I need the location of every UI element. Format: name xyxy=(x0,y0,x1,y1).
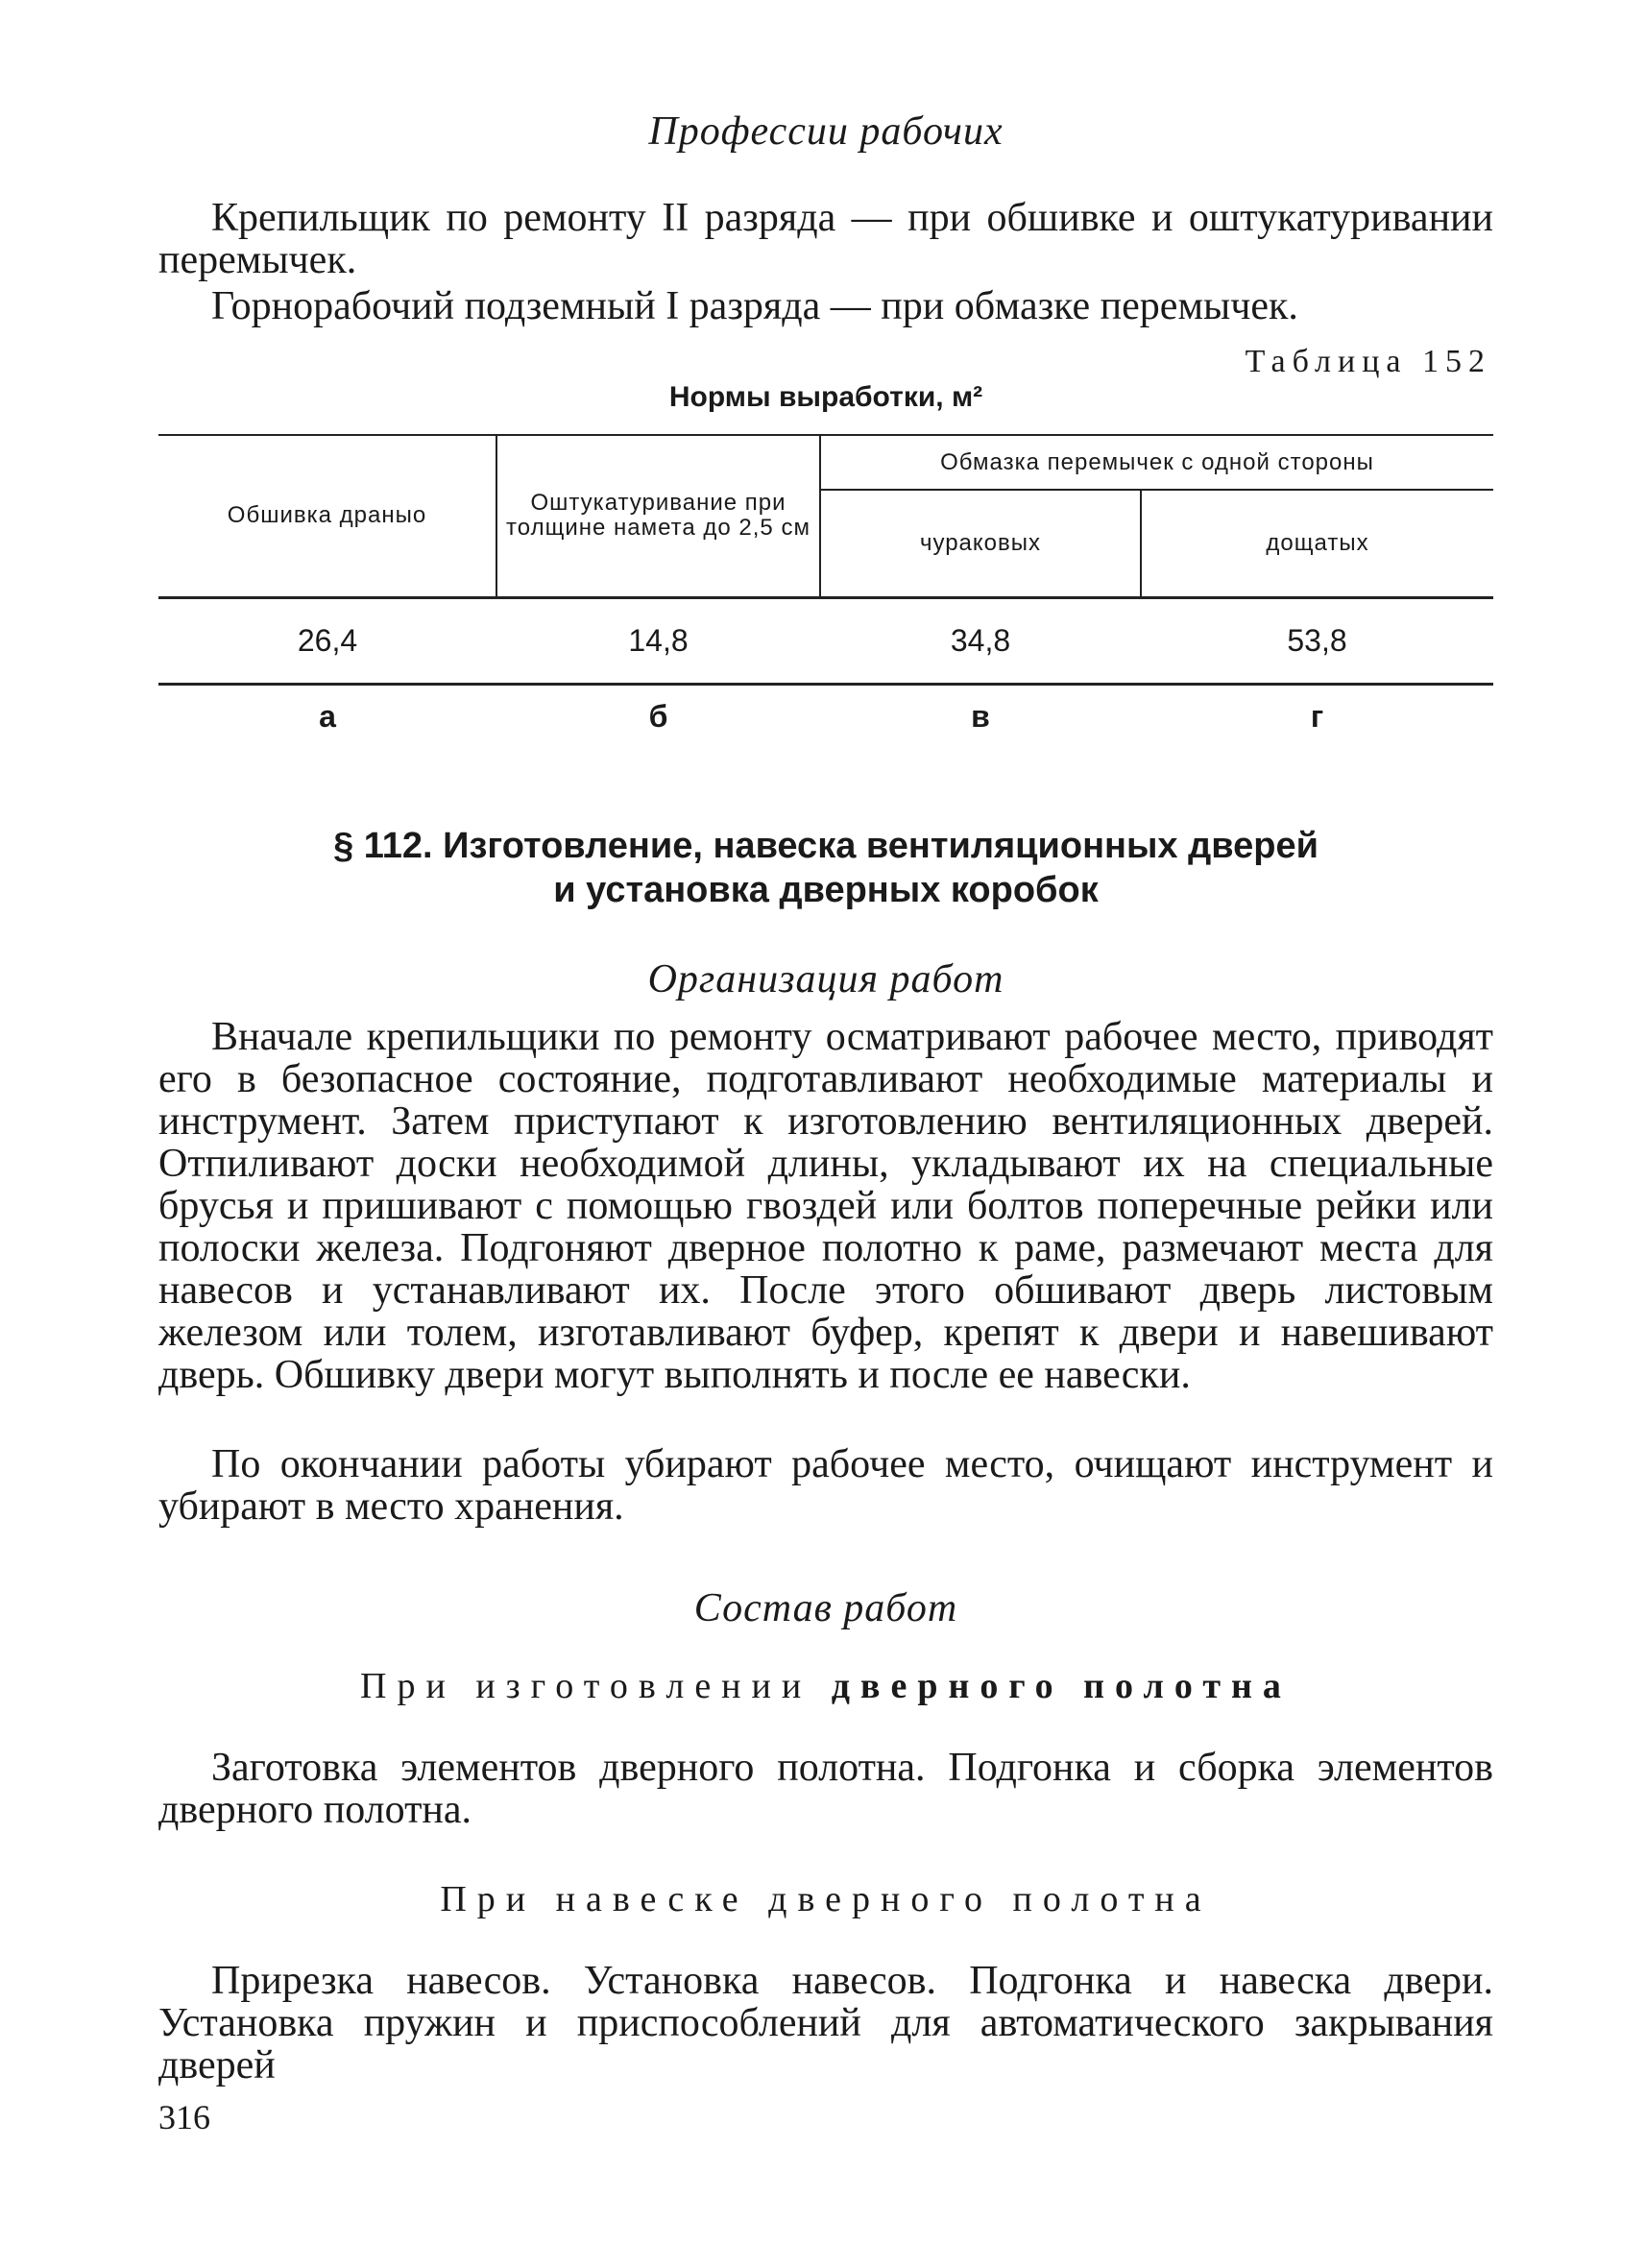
door-making-subheading-bold: дверного полотна xyxy=(831,1666,1292,1706)
value-cell: 14,8 xyxy=(628,622,689,658)
header-col2: Оштукатуривание при толщине намета до 2,5 см xyxy=(496,435,820,597)
door-hanging-text: Прирезка навесов. Установка навесов. Подгонка и навеска двери. Установка пружин и приспособлений для автоматического закрывания дверей xyxy=(158,1959,1493,2087)
page-number: 316 xyxy=(158,2098,210,2136)
letter-cell: г xyxy=(1310,699,1324,735)
door-making-text: Заготовка элементов дверного полотна. Подгонка и сборка элементов дверного полотна. xyxy=(158,1746,1493,1832)
header-col1: Обшивка драныо xyxy=(158,435,496,597)
composition-heading: Состав работ xyxy=(693,1586,958,1630)
door-hanging-subheading: При навеске дверного полотна xyxy=(440,1879,1212,1919)
letter-cell: в xyxy=(971,699,990,735)
table-caption: Таблица 152 xyxy=(1245,344,1491,379)
profession-line-1: Крепильщик по ремонту II разряда — при обшивке и оштукатуривании перемычек. xyxy=(158,196,1493,282)
table-title: Нормы выработки, м² xyxy=(668,381,983,413)
value-cell: 34,8 xyxy=(950,622,1011,658)
door-making-subheading-normal: При изготовлении xyxy=(360,1666,812,1706)
norms-table-wrap xyxy=(158,434,1493,749)
section-title-line-1: § 112. Изготовление, навеска вентиляционных дверей xyxy=(333,826,1318,866)
profession-line-2: Горнорабочий подземный I разряда — при обмазке перемычек. xyxy=(211,284,1298,328)
header-col3: чураковых xyxy=(820,490,1141,597)
value-cell: 53,8 xyxy=(1287,622,1347,658)
letter-cell: а xyxy=(319,699,336,735)
value-cell: 26,4 xyxy=(297,622,358,658)
organization-heading: Организация работ xyxy=(647,957,1004,1001)
organization-paragraph-1: Вначале крепильщики по ремонту осматривают рабочее место, приводят его в безопасное состояние, подготавливают необходимые материалы и инструмент. Затем приступают к изготовлению вентиляционных дверей. Отпиливают доски необходимой длины, укладывают их на специальные брусья и пришивают с помощью гвоздей или болтов поперечные рейки или полоски железа. Подгоняют дверное полотно к раме, размечают места для навесов и устанавливают их. После этого обшивают дверь листовым железом или толем, изготавливают буфер, крепят к двери и навешивают дверь. Обшивку двери могут выполнять и после ее навески. xyxy=(158,1015,1493,1397)
section-title-line-2: и установка дверных коробок xyxy=(553,870,1099,910)
section-title xyxy=(158,824,1493,912)
header-col4: дощатых xyxy=(1266,529,1369,556)
norms-table xyxy=(158,434,1493,749)
door-making-subheading xyxy=(158,1665,1493,1707)
professions-heading: Профессии рабочих xyxy=(648,109,1004,154)
organization-paragraph-2: По окончании работы убирают рабочее место, очищают инструмент и убирают в место хранения. xyxy=(158,1442,1493,1529)
letter-cell: б xyxy=(648,699,668,735)
header-group: Обмазка перемычек с одной стороны xyxy=(820,435,1493,490)
